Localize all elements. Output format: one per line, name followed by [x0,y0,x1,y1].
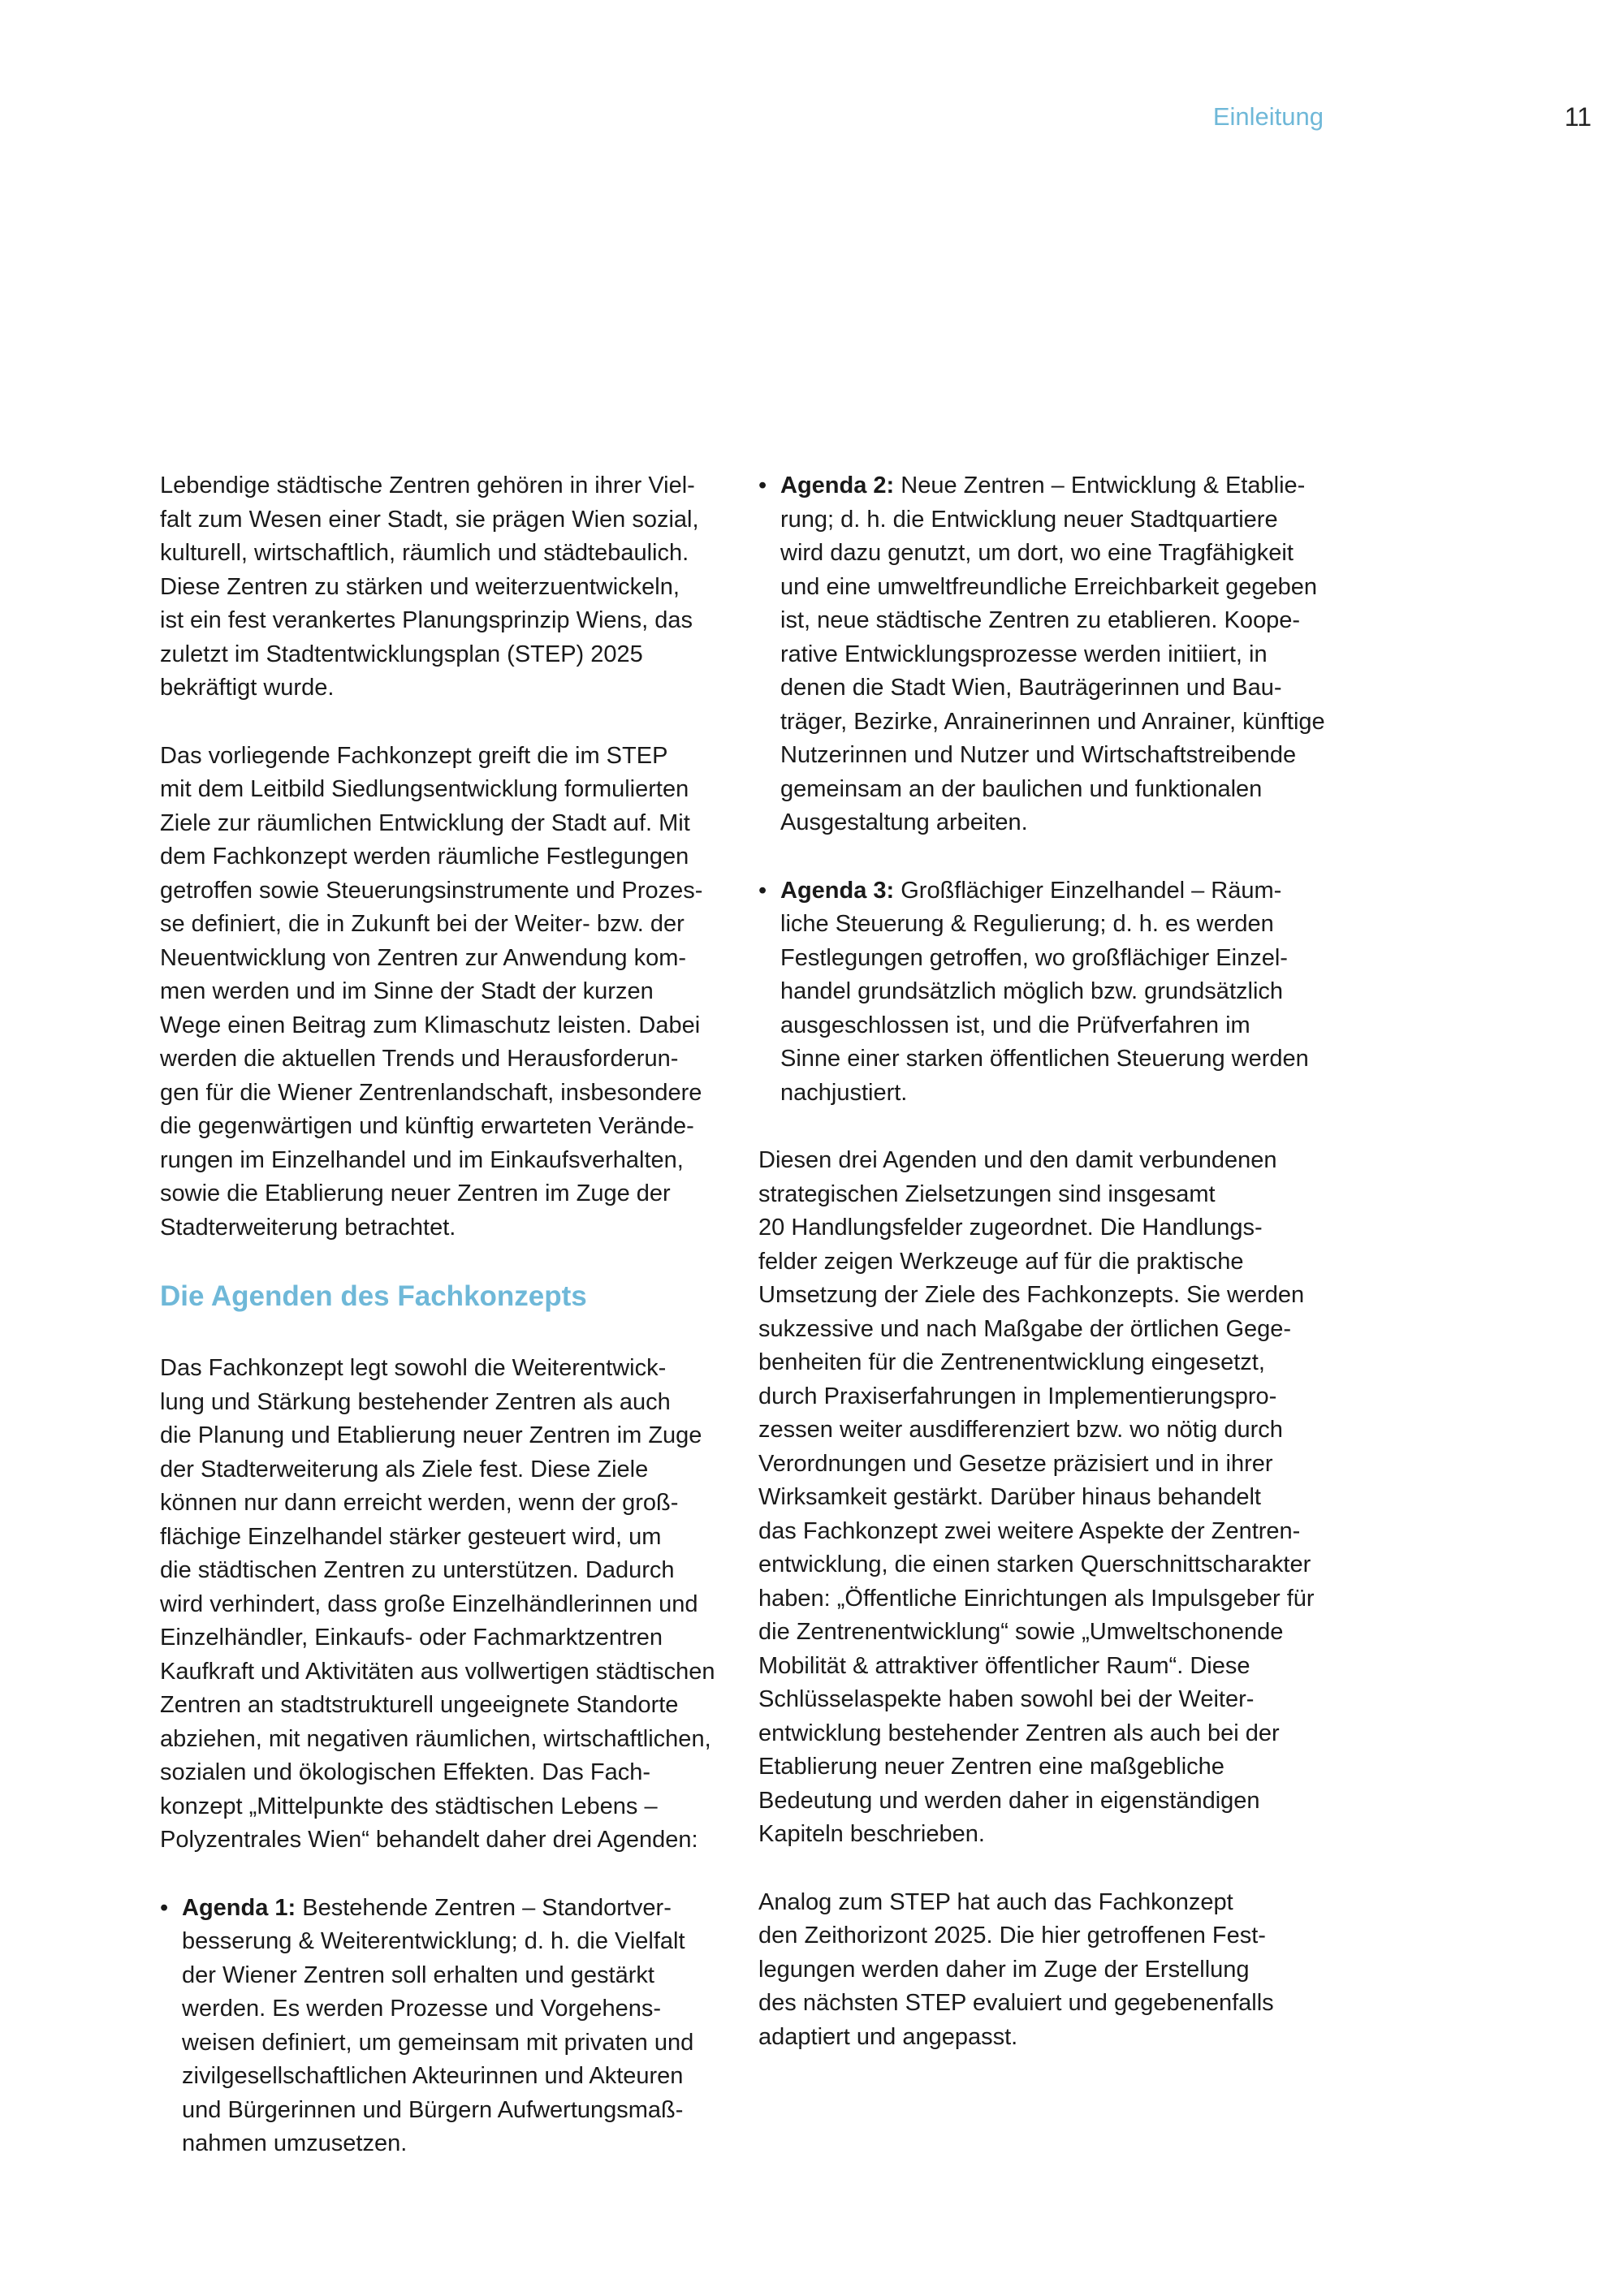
text-line: wird verhindert, dass große Einzelhändlerinnen und [160,1590,698,1617]
text-line: den Zeithorizont 2025. Die hier getroffenen Fest- [758,1923,1266,1949]
text-line: Agenda 3: Großflächiger Einzelhandel – Räum- [780,877,1282,904]
text-line: die gegenwärtigen und künftig erwarteten Verände- [160,1113,694,1139]
text-line: Analog zum STEP hat auch das Fachkonzept [758,1888,1233,1915]
text-line: dem Fachkonzept werden räumliche Festlegungen [160,844,689,870]
text-line: Schlüsselaspekte haben sowohl bei der Weiter- [758,1686,1255,1712]
bullet-icon: • [160,1894,169,1921]
agenden-paragraph [160,1352,728,1858]
text-line: Wege einen Beitrag zum Klimaschutz leisten. Dabei [160,1012,701,1038]
text-line: Festlegungen getroffen, wo großflächiger Einzel- [780,944,1288,971]
running-header-section: Einleitung [1212,102,1324,131]
text-line: des nächsten STEP evaluiert und gegebenenfalls [758,1990,1274,2016]
text-line: Das vorliegende Fachkonzept greift die im STEP [160,742,668,769]
bullet-icon: • [758,877,767,904]
text-line: se definiert, die in Zukunft bei der Weiter- bzw. der [160,911,685,937]
text-line: gen für die Wiener Zentrenlandschaft, insbesondere [160,1079,702,1106]
page-number: 11 [1564,102,1592,132]
agenda-3-item [758,874,1327,1111]
text-line: adaptiert und angepasst. [758,2023,1018,2050]
text-line: und eine umweltfreundliche Erreichbarkeit gegeben [780,573,1317,600]
text-line: zuletzt im Stadtentwicklungsplan (STEP) 2025 [160,641,643,667]
text-line: Wirksamkeit gestärkt. Darüber hinaus behandelt [758,1484,1261,1510]
text-line: haben: „Öffentliche Einrichtungen als Impulsgeber für [758,1585,1315,1612]
text-line: nahmen umzusetzen. [182,2130,408,2156]
text-line: sowie die Etablierung neuer Zentren im Zuge der [160,1180,671,1206]
agenda-label: Agenda 2: [780,473,895,498]
text-line: Polyzentrales Wien“ behandelt daher drei Agenden: [160,1827,698,1853]
text-line: Diese Zentren zu stärken und weiterzuentwickeln, [160,573,680,600]
text-line: können nur dann erreicht werden, wenn der groß- [160,1490,679,1516]
text-line: Kapiteln beschrieben. [758,1821,985,1847]
text-line: flächige Einzelhandel stärker gesteuert wird, um [160,1523,662,1550]
text-line: 20 Handlungsfelder zugeordnet. Die Handlungs- [758,1215,1263,1241]
text-line: handel grundsätzlich möglich bzw. grundsätzlich [780,978,1284,1004]
text-line: werden. Es werden Prozesse und Vorgehens- [182,1996,662,2022]
text-line: mit dem Leitbild Siedlungsentwicklung formulierten [160,776,689,802]
text-line: Ziele zur räumlichen Entwicklung der Stadt auf. Mit [160,809,690,836]
text-line: getroffen sowie Steuerungsinstrumente und Prozes- [160,877,703,904]
text-line: Einzelhändler, Einkaufs- oder Fachmarktzentren [160,1625,663,1651]
text-line: ausgeschlossen ist, und die Prüfverfahren im [780,1012,1250,1038]
text-line: der Wiener Zentren soll erhalten und gestärkt [182,1962,654,1988]
text-line: zivilgesellschaftlichen Akteurinnen und Akteuren [182,2063,684,2089]
text-line: Agenda 2: Neue Zentren – Entwicklung & Etablie- [780,473,1306,498]
text-line: Bedeutung und werden daher in eigenständigen [758,1787,1260,1814]
text-line: träger, Bezirke, Anrainerinnen und Anrainer, künftige [780,708,1325,735]
text-line: Neuentwicklung von Zentren zur Anwendung kom- [160,944,687,971]
text-line: durch Praxiserfahrungen in Implementierungspro- [758,1383,1277,1409]
text-line: liche Steuerung & Regulierung; d. h. es werden [780,911,1274,937]
text-line: weisen definiert, um gemeinsam mit privaten und [182,2029,694,2056]
text-line: strategischen Zielsetzungen sind insgesamt [758,1180,1216,1207]
text-line: wird dazu genutzt, um dort, wo eine Tragfähigkeit [780,540,1294,566]
zeithorizont-paragraph [758,1886,1327,2055]
agenda-label: Agenda 1: [182,1894,296,1921]
text-line: Umsetzung der Ziele des Fachkonzepts. Sie werden [758,1282,1305,1308]
agenda-label: Agenda 3: [780,877,895,904]
text-line: der Stadterweiterung als Ziele fest. Diese Ziele [160,1456,649,1482]
text-line: falt zum Wesen einer Stadt, sie prägen Wien sozial, [160,506,699,533]
text-line: kulturell, wirtschaftlich, räumlich und städtebaulich. [160,540,689,566]
text-line: denen die Stadt Wien, Bauträgerinnen und Bau- [780,675,1282,701]
agenda-3-text [780,874,1327,1111]
text-line: bekräftigt wurde. [160,675,335,701]
text-line: sukzessive und nach Maßgabe der örtlichen Gege- [758,1315,1292,1342]
text-line: men werden und im Sinne der Stadt der kurzen [160,978,654,1004]
text-line: Stadterweiterung betrachtet. [160,1214,456,1241]
agenda-2-item [758,469,1327,840]
text-line: Nutzerinnen und Nutzer und Wirtschaftstreibende [780,742,1297,768]
text-line: sozialen und ökologischen Effekten. Das Fach- [160,1759,650,1785]
text-line: und Bürgerinnen und Bürgern Aufwertungsmaß- [182,2096,684,2123]
text-line: Lebendige städtische Zentren gehören in ihrer Viel- [160,473,695,498]
text-line: Kaufkraft und Aktivitäten aus vollwertigen städtischen [160,1658,715,1685]
text-line: rungen im Einzelhandel und im Einkaufsverhalten, [160,1146,684,1173]
text-line: Etablierung neuer Zentren eine maßgebliche [758,1754,1224,1780]
text-line: Diesen drei Agenden und den damit verbundenen [758,1147,1277,1173]
text-line: felder zeigen Werkzeuge auf für die praktische [758,1248,1244,1275]
text-line: lung und Stärkung bestehender Zentren als auch [160,1388,671,1415]
section-heading: Die Agenden des Fachkonzepts [160,1280,587,1312]
text-line: die Planung und Etablierung neuer Zentren im Zuge [160,1422,702,1448]
text-line: besserung & Weiterentwicklung; d. h. die Vielfalt [182,1928,685,1954]
text-line: ist, neue städtische Zentren zu etablieren. Koope- [780,607,1300,633]
text-line: entwicklung bestehender Zentren als auch bei der [758,1720,1280,1746]
left-column [160,469,728,2195]
text-line: Ausgestaltung arbeiten. [780,809,1028,835]
text-line: benheiten für die Zentrenentwicklung eingesetzt, [758,1349,1265,1375]
text-line: Zentren an stadtstrukturell ungeeignete Standorte [160,1692,679,1718]
agenda-1-text [182,1892,728,2161]
agenda-1-item [160,1892,728,2161]
text-line: legungen werden daher im Zuge der Erstellung [758,1956,1250,1983]
text-line: zessen weiter ausdifferenziert bzw. wo nötig durch [758,1417,1283,1443]
right-column [758,469,1327,2088]
text-line: Agenda 1: Bestehende Zentren – Standortver- [182,1894,672,1921]
text-line: abziehen, mit negativen räumlichen, wirtschaftlichen, [160,1725,711,1752]
text-line: Verordnungen und Gesetze präzisiert und in ihrer [758,1450,1273,1477]
text-line: entwicklung, die einen starken Querschnittscharakter [758,1552,1311,1577]
intro-paragraph [160,469,728,706]
text-line: Das Fachkonzept legt sowohl die Weiterentwick- [160,1355,667,1381]
text-line: ist ein fest verankertes Planungsprinzip Wiens, das [160,607,693,633]
text-line: rung; d. h. die Entwicklung neuer Stadtquartiere [780,506,1278,533]
bullet-icon: • [758,473,767,498]
text-line: nachjustiert. [780,1079,908,1106]
text-line: das Fachkonzept zwei weitere Aspekte der Zentren- [758,1517,1301,1544]
agenda-2-text [780,469,1327,840]
text-line: die städtischen Zentren zu unterstützen. Dadurch [160,1557,675,1583]
handlungsfelder-paragraph [758,1144,1327,1852]
text-line: rative Entwicklungsprozesse werden initiiert, in [780,641,1268,667]
text-line: gemeinsam an der baulichen und funktionalen [780,775,1263,802]
text-line: konzept „Mittelpunkte des städtischen Lebens – [160,1793,658,1819]
text-line: Mobilität & attraktiver öffentlicher Raum“. Diese [758,1652,1250,1679]
text-line: die Zentrenentwicklung“ sowie „Umweltschonende [758,1619,1284,1645]
text-line: Sinne einer starken öffentlichen Steuerung werden [780,1046,1309,1072]
fachkonzept-paragraph [160,740,728,1245]
text-line: werden die aktuellen Trends und Herausforderun- [160,1046,679,1072]
